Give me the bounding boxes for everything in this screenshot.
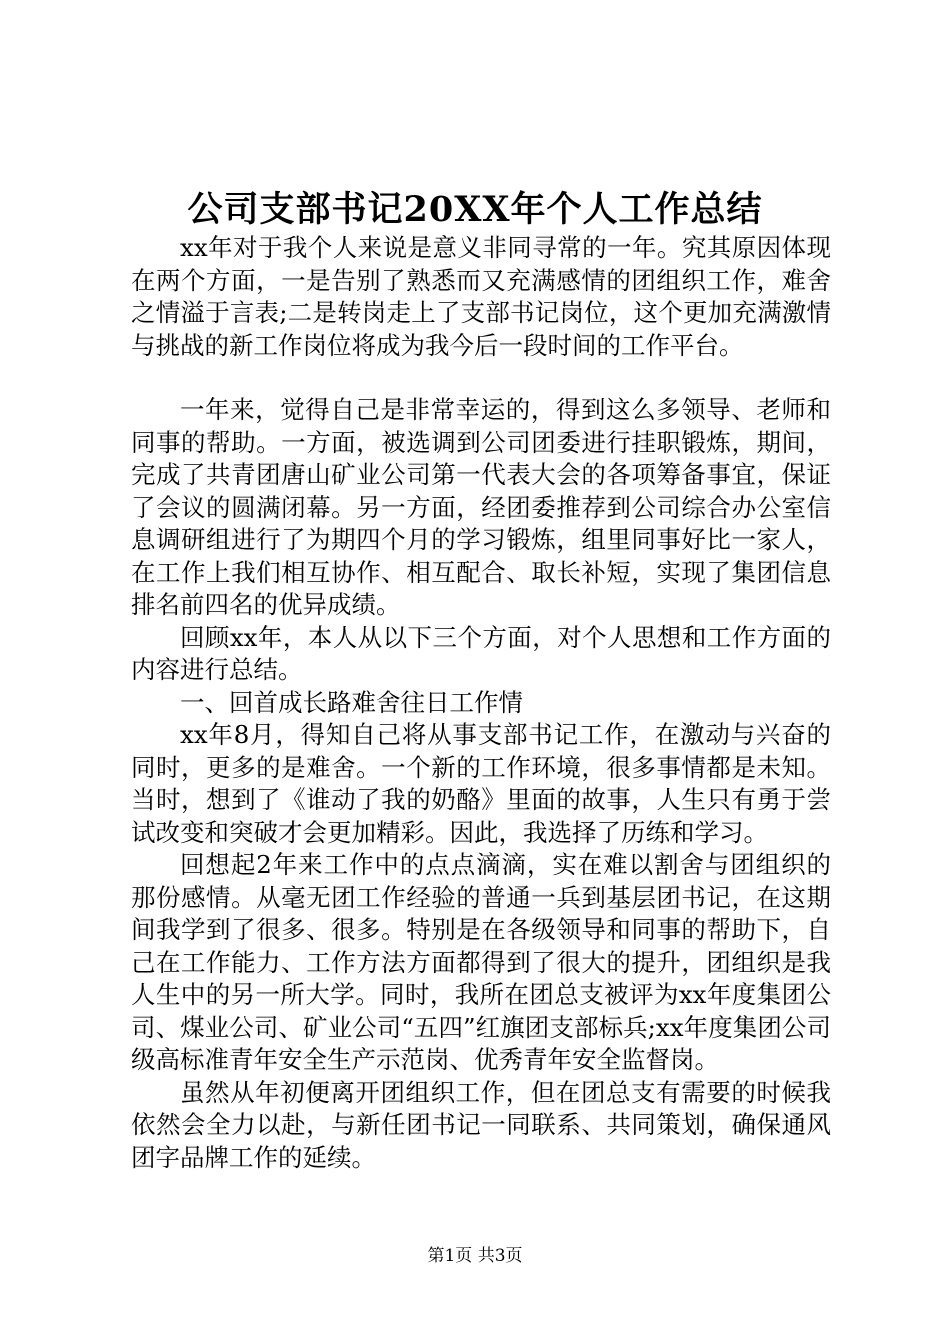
paragraph: 回想起2年来工作中的点点滴滴，实在难以割舍与团组织的那份感情。从毫无团工作经验的普通一兵到基层团书记，在这期间我学到了很多、很多。特别是在各级领导和同事的帮助下，自己在工作能力、工作方法方面都得到了很大的提升，团组织是我人生中的另一所大学。同时，我所在团总支被评为xx年度集团公司、煤业公司、矿业公司“五四”红旗团支部标兵;xx年度集团公司级高标准青年安全生产示范岗、优秀青年安全监督岗。 xyxy=(131,850,831,1074)
paragraph: 虽然从年初便离开团组织工作，但在团总支有需要的时候我依然会全力以赴，与新任团书记一同联系、共同策划，确保通风团字品牌工作的延续。 xyxy=(131,1077,831,1172)
document-title: 公司支部书记20XX年个人工作总结 xyxy=(187,189,763,230)
section-heading: 一、回首成长路难舍往日工作情 xyxy=(180,687,523,717)
paragraph: 回顾xx年，本人从以下三个方面，对个人思想和工作方面的内容进行总结。 xyxy=(131,622,831,684)
intro-block xyxy=(131,232,831,362)
body-block xyxy=(131,394,831,1174)
page-number-footer: 第1页 共3页 xyxy=(427,1246,523,1266)
paragraph: xx年对于我个人来说是意义非同寻常的一年。究其原因体现在两个方面，一是告别了熟悉而又充满感情的团组织工作，难舍之情溢于言表;二是转岗走上了支部书记岗位，这个更加充满激情与挑战的新工作岗位将成为我今后一段时间的工作平台。 xyxy=(131,233,831,360)
paragraph: xx年8月，得知自己将从事支部书记工作，在激动与兴奋的同时，更多的是难舍。一个新的工作环境，很多事情都是未知。当时，想到了《谁动了我的奶酪》里面的故事，人生只有勇于尝试改变和突破才会更加精彩。因此，我选择了历练和学习。 xyxy=(131,720,831,847)
paragraph: 一年来，觉得自己是非常幸运的，得到这么多领导、老师和同事的帮助。一方面，被选调到公司团委进行挂职锻炼，期间，完成了共青团唐山矿业公司第一代表大会的各项筹备事宜，保证了会议的圆满闭幕。另一方面，经团委推荐到公司综合办公室信息调研组进行了为期四个月的学习锻炼，组里同事好比一家人，在工作上我们相互协作、相互配合、取长补短，实现了集团信息排名前四名的优异成绩。 xyxy=(131,395,831,619)
